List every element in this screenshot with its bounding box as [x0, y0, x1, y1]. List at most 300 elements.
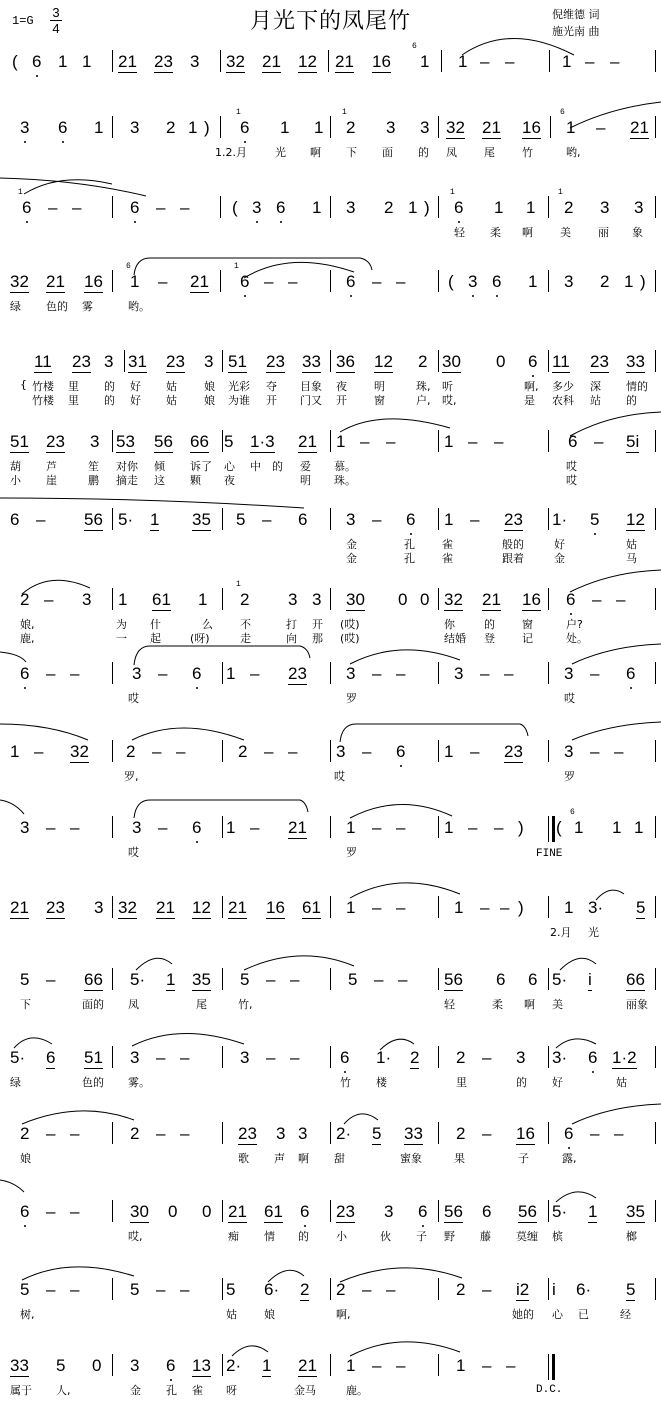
note: 3	[130, 1048, 140, 1067]
lyric-syllable-verse2: 马	[626, 552, 637, 565]
lyric-syllable-verse2: 农科	[552, 394, 574, 407]
grace-note: 6	[560, 108, 565, 117]
note: 1	[150, 510, 160, 529]
note: 6	[192, 818, 202, 837]
note: 1·	[552, 510, 568, 529]
note: 1	[94, 118, 104, 137]
note: 23	[154, 52, 173, 71]
lyric-syllable: 露,	[562, 1152, 577, 1165]
note: 1	[226, 818, 236, 837]
lyric-syllable: 娘,	[20, 618, 35, 631]
dash-extension: –	[156, 198, 166, 217]
note: 2·	[336, 1124, 352, 1143]
lyric-syllable: 雀	[442, 538, 453, 551]
dash-extension: –	[596, 118, 606, 137]
lyric-syllable: 慕。	[334, 460, 356, 473]
lyric-syllable-verse2: 走	[240, 632, 251, 645]
note: 3	[312, 590, 322, 609]
note: 3	[132, 664, 142, 683]
lyric-syllable: 芦	[46, 460, 57, 473]
lyric-syllable: 丽	[598, 226, 609, 239]
note: 1	[280, 118, 290, 137]
note: 1	[166, 970, 176, 989]
note: 5	[20, 970, 30, 989]
note: 21	[335, 52, 354, 71]
note: 6	[418, 1202, 428, 1221]
note: 16	[266, 898, 285, 917]
lyric-syllable: 下	[20, 998, 31, 1011]
lyric-syllable: 下	[346, 146, 357, 159]
note: 2	[456, 1280, 466, 1299]
note: 3	[564, 742, 574, 761]
note: 1	[526, 198, 536, 217]
note: 21	[190, 272, 209, 291]
lyric-syllable: 夜	[336, 380, 347, 393]
note: 35	[626, 1202, 645, 1221]
note: 6	[58, 118, 68, 137]
dash-extension: –	[398, 970, 408, 989]
dash-extension: –	[176, 742, 186, 761]
dash-extension: –	[616, 590, 626, 609]
lyric-syllable: 色的	[82, 1076, 104, 1089]
note: 1	[408, 198, 418, 217]
lyric-syllable-verse2: 小	[10, 474, 21, 487]
note: 5	[56, 1356, 66, 1375]
lyric-syllable: 罗,	[124, 770, 139, 783]
lyric-syllable: 孔	[404, 538, 415, 551]
lyric-syllable: 尾	[196, 998, 207, 1011]
note: 31	[128, 352, 147, 371]
dash-extension: –	[266, 1048, 276, 1067]
lyric-syllable: 果	[454, 1152, 465, 1165]
dash-extension: –	[505, 52, 515, 71]
grace-note: 1	[236, 580, 241, 589]
note: 1	[444, 742, 454, 761]
bracket: (	[448, 272, 454, 291]
note: 21	[118, 52, 137, 71]
note: 12	[192, 898, 211, 917]
note: 5·	[552, 1202, 568, 1221]
lyric-syllable: 珠,	[416, 380, 431, 393]
note: 6	[32, 52, 42, 71]
note: i	[552, 1280, 556, 1299]
lyric-syllable: 歌	[238, 1152, 249, 1165]
dash-extension: –	[46, 970, 56, 989]
lyric-syllable: 的	[104, 380, 115, 393]
note: 16	[372, 52, 391, 71]
dash-extension: –	[158, 664, 168, 683]
bracket: )	[518, 818, 524, 837]
grace-note: 1	[236, 108, 241, 117]
note: 6	[300, 1202, 310, 1221]
note: 6	[568, 432, 578, 451]
lyric-syllable: 姑	[166, 380, 177, 393]
note: 3	[420, 118, 430, 137]
lyric-syllable-verse2: 珠。	[334, 474, 356, 487]
lyric-syllable-verse2: 那	[312, 632, 323, 645]
lyric-syllable: 2.月	[550, 926, 572, 939]
dash-extension: –	[158, 272, 168, 291]
note: 2	[20, 1124, 30, 1143]
dash-extension: –	[250, 818, 260, 837]
lyric-syllable-verse2: 窗	[374, 394, 385, 407]
dash-extension: –	[482, 1124, 492, 1143]
note: 6·	[264, 1280, 280, 1299]
note: 1	[312, 198, 322, 217]
lyric-syllable: 呀	[226, 1384, 237, 1397]
dash-extension: –	[396, 818, 406, 837]
lyric-syllable-verse2: 向	[286, 632, 297, 645]
note: 3	[104, 352, 114, 371]
dash-extension: –	[288, 272, 298, 291]
dash-extension: –	[48, 198, 58, 217]
dash-extension: –	[396, 898, 406, 917]
bracket: )	[640, 272, 646, 291]
lyric-syllable: 凤	[128, 998, 139, 1011]
lyric-syllable-verse2: 处。	[566, 632, 588, 645]
lyric-syllable: 雀	[192, 1384, 203, 1397]
note: 3	[346, 198, 356, 217]
dash-extension: –	[46, 1202, 56, 1221]
dash-extension: –	[614, 1124, 624, 1143]
note: 21	[228, 1202, 247, 1221]
note: 2	[456, 1048, 466, 1067]
lyric-syllable: 诉了	[190, 460, 212, 473]
dash-extension: –	[264, 742, 274, 761]
lyric-syllable: 竹楼	[32, 380, 54, 393]
lyric-syllable: 子	[518, 1152, 529, 1165]
note: 3	[132, 818, 142, 837]
note: 3	[454, 664, 464, 683]
navigation-mark: FINE	[536, 848, 563, 860]
note: 1	[528, 272, 538, 291]
note: 3	[336, 742, 346, 761]
lyric-syllable: 好	[554, 538, 565, 551]
note: i2	[516, 1280, 530, 1299]
navigation-mark: D.C.	[536, 1384, 563, 1396]
lyric-syllable: 轻	[444, 998, 455, 1011]
note: 6	[240, 118, 250, 137]
note: 1	[566, 118, 576, 137]
dash-extension: –	[480, 664, 490, 683]
note: 6·	[576, 1280, 592, 1299]
lyric-syllable: 色的	[46, 300, 68, 313]
note: 33	[302, 352, 321, 371]
note: 16	[522, 590, 541, 609]
lyric-syllable: 葫	[10, 460, 21, 473]
lyric-syllable: 爱	[300, 460, 311, 473]
note: 5	[348, 970, 358, 989]
lyric-syllable-verse2: 跟着	[502, 552, 524, 565]
note: 51	[84, 1048, 103, 1067]
note: 3	[20, 118, 30, 137]
lyric-syllable: 姑	[616, 1076, 627, 1089]
note: 23	[166, 352, 185, 371]
lyric-syllable: 户?	[566, 618, 583, 631]
dash-extension: –	[70, 1202, 80, 1221]
note: 30	[442, 352, 461, 371]
lyric-syllable: 金	[130, 1384, 141, 1397]
note: 1	[130, 272, 140, 291]
grace-note: 6	[412, 42, 417, 51]
lyric-syllable: 哟,	[566, 146, 581, 159]
note: 23	[46, 898, 65, 917]
note: 21	[46, 272, 65, 291]
lyric-syllable: 中	[250, 460, 261, 473]
lyric-syllable: 子	[416, 1230, 427, 1243]
dash-extension: –	[396, 664, 406, 683]
note: 6	[496, 970, 506, 989]
dash-extension: –	[614, 742, 624, 761]
lyric-syllable: 已	[578, 1308, 589, 1321]
note: 3	[20, 818, 30, 837]
note: 1	[444, 510, 454, 529]
note: 3	[276, 1124, 286, 1143]
note: 61	[302, 898, 321, 917]
lyric-syllable: 目象	[300, 380, 322, 393]
dash-extension: –	[494, 818, 504, 837]
lyric-syllable: 为	[116, 618, 127, 631]
note: 56	[154, 432, 173, 451]
note: 6	[192, 664, 202, 683]
lyric-syllable: 痴	[228, 1230, 239, 1243]
lyric-syllable: 甜	[334, 1152, 345, 1165]
note: 23	[336, 1202, 355, 1221]
note: 6	[528, 970, 538, 989]
lyric-syllable: 柔	[492, 998, 503, 1011]
bracket: )	[518, 898, 524, 917]
key-signature: 1=G	[12, 14, 34, 28]
note: 1	[564, 898, 574, 917]
lyric-syllable: 罗	[564, 770, 575, 783]
note: 51	[228, 352, 247, 371]
note: 1	[336, 432, 346, 451]
lyric-syllable: 娘	[264, 1308, 275, 1321]
note: 32	[118, 898, 137, 917]
dash-extension: –	[158, 818, 168, 837]
dash-extension: –	[46, 818, 56, 837]
lyric-syllable-verse2: 为谁	[228, 394, 250, 407]
note: 21	[10, 898, 29, 917]
note: 3	[386, 118, 396, 137]
note: 1	[634, 818, 644, 837]
lyric-syllable: 深	[590, 380, 601, 393]
note: 33	[404, 1124, 423, 1143]
note: 3	[288, 590, 298, 609]
note: 2	[126, 742, 136, 761]
note: 1	[562, 52, 572, 71]
note: 6	[406, 510, 416, 529]
note: 6	[482, 1202, 492, 1221]
dash-extension: –	[396, 272, 406, 291]
lyric-syllable: 声	[274, 1152, 285, 1165]
note: 1	[444, 818, 454, 837]
note: 21	[630, 118, 649, 137]
lyric-syllable-verse2: 记	[522, 632, 533, 645]
lyric-syllable: 藤	[480, 1230, 491, 1243]
lyric-syllable-verse2: (呀)	[190, 632, 210, 645]
note: 32	[226, 52, 245, 71]
dash-extension: –	[482, 1048, 492, 1067]
dash-extension: –	[470, 742, 480, 761]
note: 0	[496, 352, 506, 371]
note: 1	[82, 52, 92, 71]
lyric-syllable: 美	[560, 226, 571, 239]
dash-extension: –	[156, 1280, 166, 1299]
note: 6	[46, 1048, 56, 1067]
note: 2·	[226, 1356, 242, 1375]
time-signature-top: 3	[52, 5, 60, 20]
note: 6	[566, 590, 576, 609]
lyric-syllable: 柔	[490, 226, 501, 239]
lyric-syllable-verse2: 明	[300, 474, 311, 487]
note: 2	[564, 198, 574, 217]
note: 23	[238, 1124, 257, 1143]
bracket: )	[424, 198, 430, 217]
dash-extension: –	[180, 198, 190, 217]
lyric-syllable-verse2: 起	[150, 632, 161, 645]
lyric-syllable: 孔	[166, 1384, 177, 1397]
note: 6	[10, 510, 20, 529]
note: 1	[346, 818, 356, 837]
note: 2	[166, 118, 176, 137]
lyric-syllable: 窗	[522, 618, 533, 631]
lyric-syllable: 罗	[346, 846, 357, 859]
lyric-syllable-verse2: 竹楼	[32, 394, 54, 407]
note: 3	[90, 432, 100, 451]
note: 23	[288, 664, 307, 683]
note: 5	[626, 1280, 636, 1299]
bracket: )	[204, 118, 210, 137]
note: 11	[552, 352, 570, 371]
dash-extension: –	[156, 1124, 166, 1143]
lyric-syllable-verse2: 结婚	[444, 632, 466, 645]
dash-extension: –	[34, 742, 44, 761]
lyric-syllable: 啊,	[336, 1308, 351, 1321]
note: 6	[20, 664, 30, 683]
note: 21	[156, 898, 175, 917]
note: 2	[20, 590, 30, 609]
lyric-syllable: 的	[484, 618, 495, 631]
bracket: (	[232, 198, 238, 217]
lyric-syllable-verse2: 一	[116, 632, 127, 645]
note: 6	[240, 272, 250, 291]
note: 30	[130, 1202, 149, 1221]
dash-extension: –	[264, 272, 274, 291]
lyric-syllable-verse2: 开	[336, 394, 347, 407]
dash-extension: –	[504, 664, 514, 683]
lyric-syllable: 啊,	[524, 380, 539, 393]
note: 2	[300, 1280, 310, 1299]
dash-extension: –	[362, 1280, 372, 1299]
dash-extension: –	[266, 970, 276, 989]
note: 11	[34, 352, 52, 371]
note: 56	[444, 1202, 463, 1221]
grace-note: 6	[570, 808, 575, 817]
dash-extension: –	[374, 970, 384, 989]
note: 6	[20, 1202, 30, 1221]
dash-extension: –	[372, 664, 382, 683]
note: 3·	[588, 898, 604, 917]
dash-extension: –	[288, 742, 298, 761]
note: 1·	[376, 1048, 392, 1067]
note: 66	[626, 970, 645, 989]
dash-extension: –	[180, 1124, 190, 1143]
note: 12	[374, 352, 393, 371]
lyric-syllable: 美	[552, 998, 563, 1011]
note: 2	[600, 272, 610, 291]
note: 16	[84, 272, 103, 291]
note: 6	[396, 742, 406, 761]
dash-extension: –	[70, 664, 80, 683]
lyric-syllable: 雾	[82, 300, 93, 313]
dash-extension: –	[70, 1124, 80, 1143]
lyric-syllable-verse2: 这	[154, 474, 165, 487]
lyric-syllable-verse2: 门又	[300, 394, 322, 407]
note: 5	[240, 970, 250, 989]
note: 2	[130, 1124, 140, 1143]
note: 1	[118, 590, 128, 609]
dash-extension: –	[480, 898, 490, 917]
dash-extension: –	[46, 1280, 56, 1299]
note: 13	[192, 1356, 211, 1375]
note: 1	[314, 118, 324, 137]
note: 3	[516, 1048, 526, 1067]
time-signature-bottom: 4	[52, 21, 60, 36]
note: 1	[574, 818, 584, 837]
lyric-syllable: 哎	[128, 692, 139, 705]
lyric-syllable: 竹,	[238, 998, 253, 1011]
lyric-syllable: 哎,	[128, 1230, 143, 1243]
lyric-syllable: 明	[374, 380, 385, 393]
note: 0	[420, 590, 430, 609]
dash-extension: –	[594, 432, 604, 451]
song-title: 月光下的凤尾竹	[249, 9, 411, 34]
composer-credit: 施光南 曲	[552, 25, 600, 38]
note: 1	[456, 1356, 466, 1375]
note: 5·	[10, 1048, 26, 1067]
dash-extension: –	[72, 198, 82, 217]
note: 0	[168, 1202, 178, 1221]
lyric-syllable-verse2: 金	[346, 552, 357, 565]
lyric-syllable-verse2: (哎)	[340, 632, 360, 645]
lyric-syllable: 哎	[564, 692, 575, 705]
dash-extension: –	[152, 742, 162, 761]
grace-note: 1	[342, 108, 347, 117]
lyric-syllable: 光	[275, 146, 286, 159]
note: 16	[522, 118, 541, 137]
lyric-syllable: 绿	[10, 1076, 21, 1089]
lyric-syllable-verse2: 夜	[224, 474, 235, 487]
dash-extension: –	[386, 1280, 396, 1299]
lyric-syllable: 夺	[266, 380, 277, 393]
lyric-syllable-verse2: 摘走	[116, 474, 138, 487]
lyric-syllable: 绿	[10, 300, 21, 313]
lyric-syllable: 金马	[294, 1384, 316, 1397]
lyric-syllable: 鹿。	[346, 1384, 368, 1397]
dash-extension: –	[372, 272, 382, 291]
note: 6	[346, 272, 356, 291]
note: 1	[346, 898, 356, 917]
note: 2	[456, 1124, 466, 1143]
lyric-syllable: 哎	[128, 846, 139, 859]
lyric-syllable: 打	[286, 618, 297, 631]
lyric-syllable: 哟。	[128, 300, 150, 313]
dash-extension: –	[372, 898, 382, 917]
note: 21	[482, 590, 501, 609]
note: 3	[346, 664, 356, 683]
note: 5	[236, 510, 246, 529]
